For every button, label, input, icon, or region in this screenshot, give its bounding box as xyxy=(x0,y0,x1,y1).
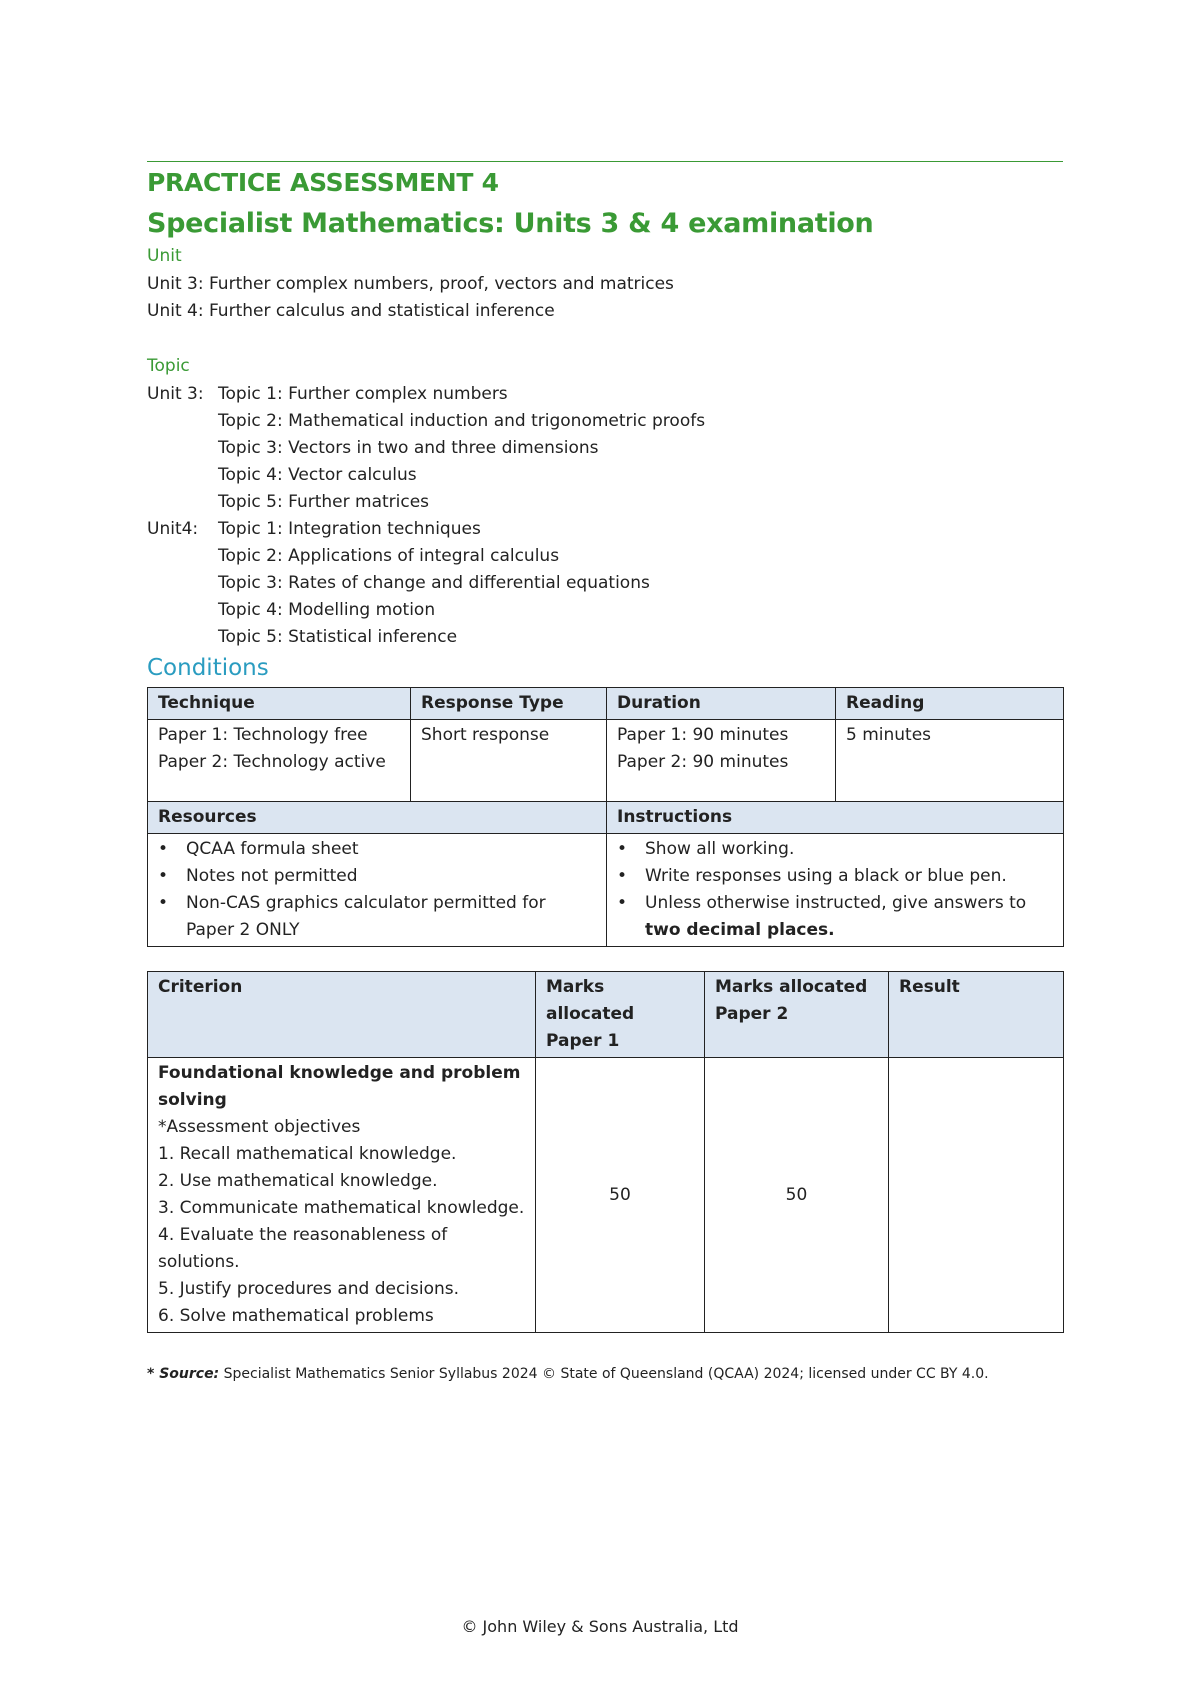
list-item: • Write responses using a black or blue pen. xyxy=(645,863,1053,890)
criteria-table xyxy=(147,971,1064,1333)
topic-item: Topic 2: Mathematical induction and trigonometric proofs xyxy=(218,411,706,431)
list-item xyxy=(645,890,1053,944)
header-response-type: Response Type xyxy=(411,688,607,720)
topic-item: Topic 4: Modelling motion xyxy=(218,600,436,620)
duration-line: Paper 1: 90 minutes xyxy=(617,725,789,745)
topic-item: Topic 2: Applications of integral calculus xyxy=(218,546,560,566)
criterion-title: Foundational knowledge and problem solving xyxy=(158,1063,521,1110)
instruction-text-end: . xyxy=(828,920,835,940)
criteria-row xyxy=(148,1058,1064,1333)
resources-cell xyxy=(148,834,607,947)
resources-row xyxy=(148,834,1064,947)
instructions-cell xyxy=(607,834,1064,947)
footer-copyright: © John Wiley & Sons Australia, Ltd xyxy=(461,1617,739,1636)
top-rule xyxy=(147,161,1063,162)
topic-item: Topic 5: Statistical inference xyxy=(218,627,458,647)
duration-cell xyxy=(607,720,836,802)
topic-item: Topic 3: Rates of change and differential equations xyxy=(218,573,650,593)
conditions-table xyxy=(147,687,1064,947)
header-criterion: Criterion xyxy=(148,972,536,1058)
header-marks-paper1: Marks allocated Paper 1 xyxy=(536,972,705,1058)
conditions-row xyxy=(148,720,1064,802)
objective-item: 1. Recall mathematical knowledge. xyxy=(158,1144,457,1164)
instruction-emphasis: two decimal places xyxy=(645,920,829,940)
unit-line: Unit 4: Further calculus and statistical inference xyxy=(147,301,555,321)
topic-heading: Topic xyxy=(147,356,190,376)
instructions-list xyxy=(617,836,1053,944)
criteria-header-row xyxy=(148,972,1064,1058)
list-item: • Notes not permitted xyxy=(186,863,596,890)
header-resources: Resources xyxy=(148,802,607,834)
technique-cell xyxy=(148,720,411,802)
unit-line: Unit 3: Further complex numbers, proof, vectors and matrices xyxy=(147,274,674,294)
marks-paper1-cell: 50 xyxy=(536,1058,705,1333)
marks-paper2-cell: 50 xyxy=(705,1058,889,1333)
objective-item: 5. Justify procedures and decisions. xyxy=(158,1279,460,1299)
criterion-cell xyxy=(148,1058,536,1333)
response-type-cell: Short response xyxy=(411,720,607,802)
unit3-label: Unit 3: xyxy=(147,384,204,404)
header-reading: Reading xyxy=(836,688,1064,720)
list-item: • Show all working. xyxy=(645,836,1053,863)
objective-item: 6. Solve mathematical problems xyxy=(158,1306,434,1326)
source-text: Specialist Mathematics Senior Syllabus 2024 © State of Queensland (QCAA) 2024; licensed under CC BY 4.0. xyxy=(219,1366,989,1382)
topic-item: Topic 5: Further matrices xyxy=(218,492,430,512)
objectives-heading: *Assessment objectives xyxy=(158,1117,361,1137)
topic-item: Topic 4: Vector calculus xyxy=(218,465,417,485)
instruction-text: Unless otherwise instructed, give answers to xyxy=(645,893,1027,913)
topic-item: Topic 1: Integration techniques xyxy=(218,519,481,539)
header-duration: Duration xyxy=(607,688,836,720)
header-marks-paper2: Marks allocated Paper 2 xyxy=(705,972,889,1058)
technique-line: Paper 1: Technology free xyxy=(158,725,368,745)
exam-subtitle: Specialist Mathematics: Units 3 & 4 examination xyxy=(147,208,874,239)
objective-item: 3. Communicate mathematical knowledge. xyxy=(158,1198,525,1218)
reading-cell: 5 minutes xyxy=(836,720,1064,802)
duration-line: Paper 2: 90 minutes xyxy=(617,752,789,772)
result-cell xyxy=(889,1058,1064,1333)
source-note xyxy=(147,1366,989,1382)
conditions-heading: Conditions xyxy=(147,655,269,681)
technique-line: Paper 2: Technology active xyxy=(158,752,386,772)
objective-item: 4. Evaluate the reasonableness of solutions. xyxy=(158,1225,448,1272)
objective-item: 2. Use mathematical knowledge. xyxy=(158,1171,438,1191)
list-item: • Non-CAS graphics calculator permitted for Paper 2 ONLY xyxy=(186,890,596,944)
header-instructions: Instructions xyxy=(607,802,1064,834)
resources-list xyxy=(158,836,596,944)
topic-item: Topic 3: Vectors in two and three dimensions xyxy=(218,438,599,458)
unit4-label: Unit4: xyxy=(147,519,199,539)
source-label: * Source: xyxy=(147,1366,220,1382)
topic-item: Topic 1: Further complex numbers xyxy=(218,384,508,404)
assessment-title: PRACTICE ASSESSMENT 4 xyxy=(147,168,499,197)
list-item: • QCAA formula sheet xyxy=(186,836,596,863)
unit-heading: Unit xyxy=(147,246,182,266)
resources-header-row xyxy=(148,802,1064,834)
header-technique: Technique xyxy=(148,688,411,720)
conditions-header-row xyxy=(148,688,1064,720)
header-result: Result xyxy=(889,972,1064,1058)
